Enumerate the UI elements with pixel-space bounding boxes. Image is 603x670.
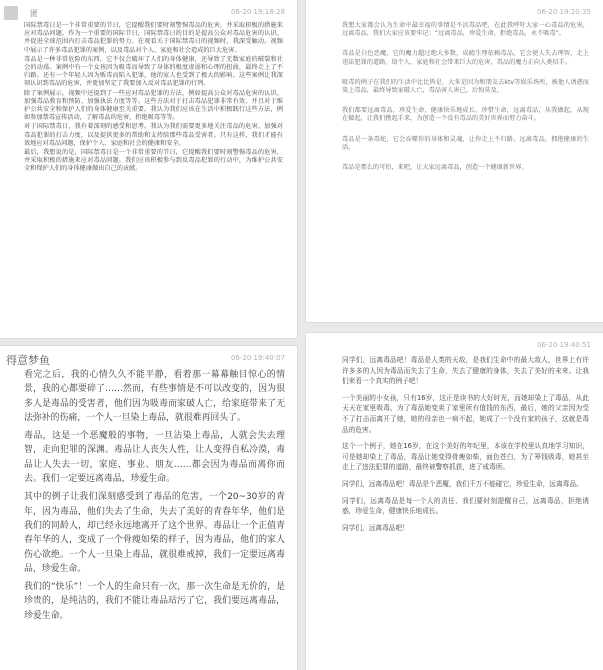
essay-paragraph: 除了案例展示，视频中还提到了一些应对毒品犯罪的方法，例如提高公众对毒品危害的认识、加强毒品教育和预防、加强执法力度等等。这些方法对于打击毒品犯罪非常有效，并且对于维护公共安全和保护人们的身体健康至关重要。我认为我们应该在生活中积极践行这些方法，例如参加禁毒宣传活动，了解毒品的危害，拒绝吸毒等等。 xyxy=(24,89,283,122)
essay-panel-2 xyxy=(306,0,603,322)
essay-paragraph: 最后，我想说的是，国际禁毒日是一个非常重要的节日，它提醒我们要时刻警惕毒品的危害，并采取积极的措施来应对毒品问题。我们应该积极参与到反毒品犯罪的行动中，为维护公共安全和保护人们的身体健康做出自己的贡献。 xyxy=(24,149,283,173)
essay-paragraph: 一个美丽的小女孩，只有16岁，这正是读书的大好时光，而她却染上了毒品，从此天天在家里吸毒，为了毒品她变卖了家里所有值钱的东西，最后，她的父亲因为受不了打击而离开了她，她的母亲也一病不起，她成了一个没有家的孩子，这就是毒品的危害。 xyxy=(342,393,589,434)
essay-paragraph: 毒品是一种非常危险的东西，它不仅会破坏了人们的身体健康，还导致了无数家庭的破裂和社会的动荡。案例中有一个女孩因为吸毒而导致了身体的极度虚弱和心理的扭曲，最终走上了不归路。还有一个年轻人因为贩毒而陷入犯罪，他的家人也受到了极大的影响。这些案例让我深刻认识到毒品的危害，并更加坚定了我要加入反对毒品犯罪的行列。 xyxy=(24,55,283,88)
essay-body xyxy=(306,22,603,172)
timestamp: 06-20 19:18:28 xyxy=(230,8,285,16)
essay-paragraph: 这个一个例子，她在16岁，在这个美好的年纪里，本该在学校里认真地学习知识，可是她却染上了毒品，毒品让她变得骨瘦如柴，面色苍白，为了筹钱吸毒，她甚至走上了违法犯罪的道路，最终被警察抓获，进了戒毒所。 xyxy=(342,442,589,472)
panel-header xyxy=(0,0,297,22)
essay-paragraph: 毒品是白色恶魔，它的魔力超过绝大多数，成瘾生理依赖毒品，它会使人失去理智，走上违法犯罪的道路，给个人、家庭和社会带来巨大的危害，毒品的魔力正向人类招手。 xyxy=(342,50,589,66)
essay-paragraph: 毒品是那么的可怕，来吧，让大家远离毒品，创造一个健康新世界。 xyxy=(342,164,528,172)
essay-panel-1 xyxy=(0,0,297,338)
essay-paragraph: 对于国际禁毒日，我有着深刻的感受和思考。我认为我们需要更多地关注毒品的危害，加强对毒品犯罪的打击力度，以及提供更多的帮助和支持给那些毒品受害者。只有这样，我们才能有效地应对毒品问题，保护个人、家庭和社会的健康和安全。 xyxy=(24,123,283,147)
essay-paragraph: 我们的“快乐”！一个人的生命只有一次，那一次生命是无价的，是珍贵的，是纯洁的，我们不能让毒品玷污了它，我们要远离毒品，珍爱生命。 xyxy=(24,582,285,621)
essay-paragraph: 同学们，远离毒品吧！毒品是人类的天敌，是我们生命中的最大敌人，世界上有许许多多的人因为毒品而失去了生命，失去了健康的身体，失去了美好的未来。让我们来看一个真实的例子吧！ xyxy=(342,356,589,386)
essay-paragraph: 吸毒的例子在我们的生活中比比皆是，大多是因为和朋友去ktv等娱乐场所，被他人诱惑而染上毒品，最终导致家破人亡，毒品害人害己，后悔莫及。 xyxy=(342,78,589,95)
username: 匿 xyxy=(30,9,38,18)
essay-paragraph: 同学们，远离毒品吧！ xyxy=(342,523,409,532)
essay-panel-4 xyxy=(306,333,603,670)
essay-body xyxy=(0,368,297,623)
avatar xyxy=(4,6,18,20)
essay-paragraph: 国际禁毒日是一个非常重要的节日，它提醒我们要时刻警惕毒品的危害，并采取积极的措施来应对毒品问题。作为一个重要的国际节日，国际禁毒日的目的是提高公众对毒品危害的认识，并促进全球范围内打击毒品犯罪的努力。在观看关于国际禁毒日的视频时，我深受触动。视频中展示了许多毒品犯罪的案例，以及毒品对个人、家庭和社会造成的巨大危害。 xyxy=(24,22,283,54)
panel-header xyxy=(306,333,603,355)
timestamp: 06-20 19:20:35 xyxy=(536,8,591,16)
essay-paragraph: 毒品，这是一个恶魔般的事物，一旦沾染上毒品，人就会失去理智，走向犯罪的深渊。毒品让人丧失人性，让人变得自私冷漠，毒品让人失去一切，家庭、事业、朋友……都会因为毒品而离你而去。我们一定要远离毒品，珍爱生命。 xyxy=(24,431,285,485)
panel-header xyxy=(306,0,603,22)
timestamp: 06-20 19:40:07 xyxy=(230,354,285,362)
essay-paragraph: 毒品是一条毒蛇，它会吞噬你的身体和灵魂，让你走上不归路。远离毒品，拥抱健康的生活。 xyxy=(342,135,589,151)
essay-paragraph: 我们都要远离毒品，珍爱生命，健康快乐地成长。珍惜生命，远离毒品，从我做起，从现在做起，让我们携起手来，为创造一个没有毒品的美好世界而努力奋斗。 xyxy=(342,107,589,123)
essay-paragraph: 同学们，远离毒品是每一个人的责任，我们要时刻提醒自己，远离毒品，拒绝诱惑，珍爱生命，健康快乐地成长。 xyxy=(342,496,589,516)
essay-body xyxy=(0,22,297,174)
essay-paragraph: 我想大家都会认为生命中最幸福的事情是不沾毒品吧，在此我呼吁大家一心毒品的危害，远离毒品，我们大家应该要牢记：“远离毒品，珍爱生命，拒绝毒品，永不吸毒”。 xyxy=(342,22,589,38)
essay-panel-3 xyxy=(0,346,297,670)
username: 得意梦鱼 xyxy=(6,354,50,367)
essay-paragraph: 看完之后，我的心情久久不能平静，看着那一幕幕触目惊心的情景，我的心都要碎了……然而，有些事情是不可以改变的，因为很多人是毒品的受害者，他们因为吸毒而家破人亡，给家庭带来了无法弥补的伤痛，一个人一旦染上毒品，就很难再回头了。 xyxy=(24,370,285,423)
essay-paragraph: 同学们，远离毒品吧！毒品是个恶魔，我们千万不能碰它，珍爱生命，远离毒品。 xyxy=(342,479,583,488)
panel-header xyxy=(0,346,297,368)
essay-body xyxy=(306,355,603,533)
essay-paragraph: 其中的例子让我们深刻感受到了毒品的危害，一个20~30岁的青年，因为毒品，他们失去了生命，失去了美好的青春年华，他们是我们的同龄人，却已经永远地离开了这个世界。毒品让一个正值青春年华的人，变成了一个骨瘦如柴的样子，因为毒品，他们的家人伤心欲绝。一个人一旦染上毒品，就很难戒掉，我们一定要远离毒品，珍爱生命。 xyxy=(24,492,285,574)
timestamp: 06-20 19:40:51 xyxy=(536,341,591,349)
